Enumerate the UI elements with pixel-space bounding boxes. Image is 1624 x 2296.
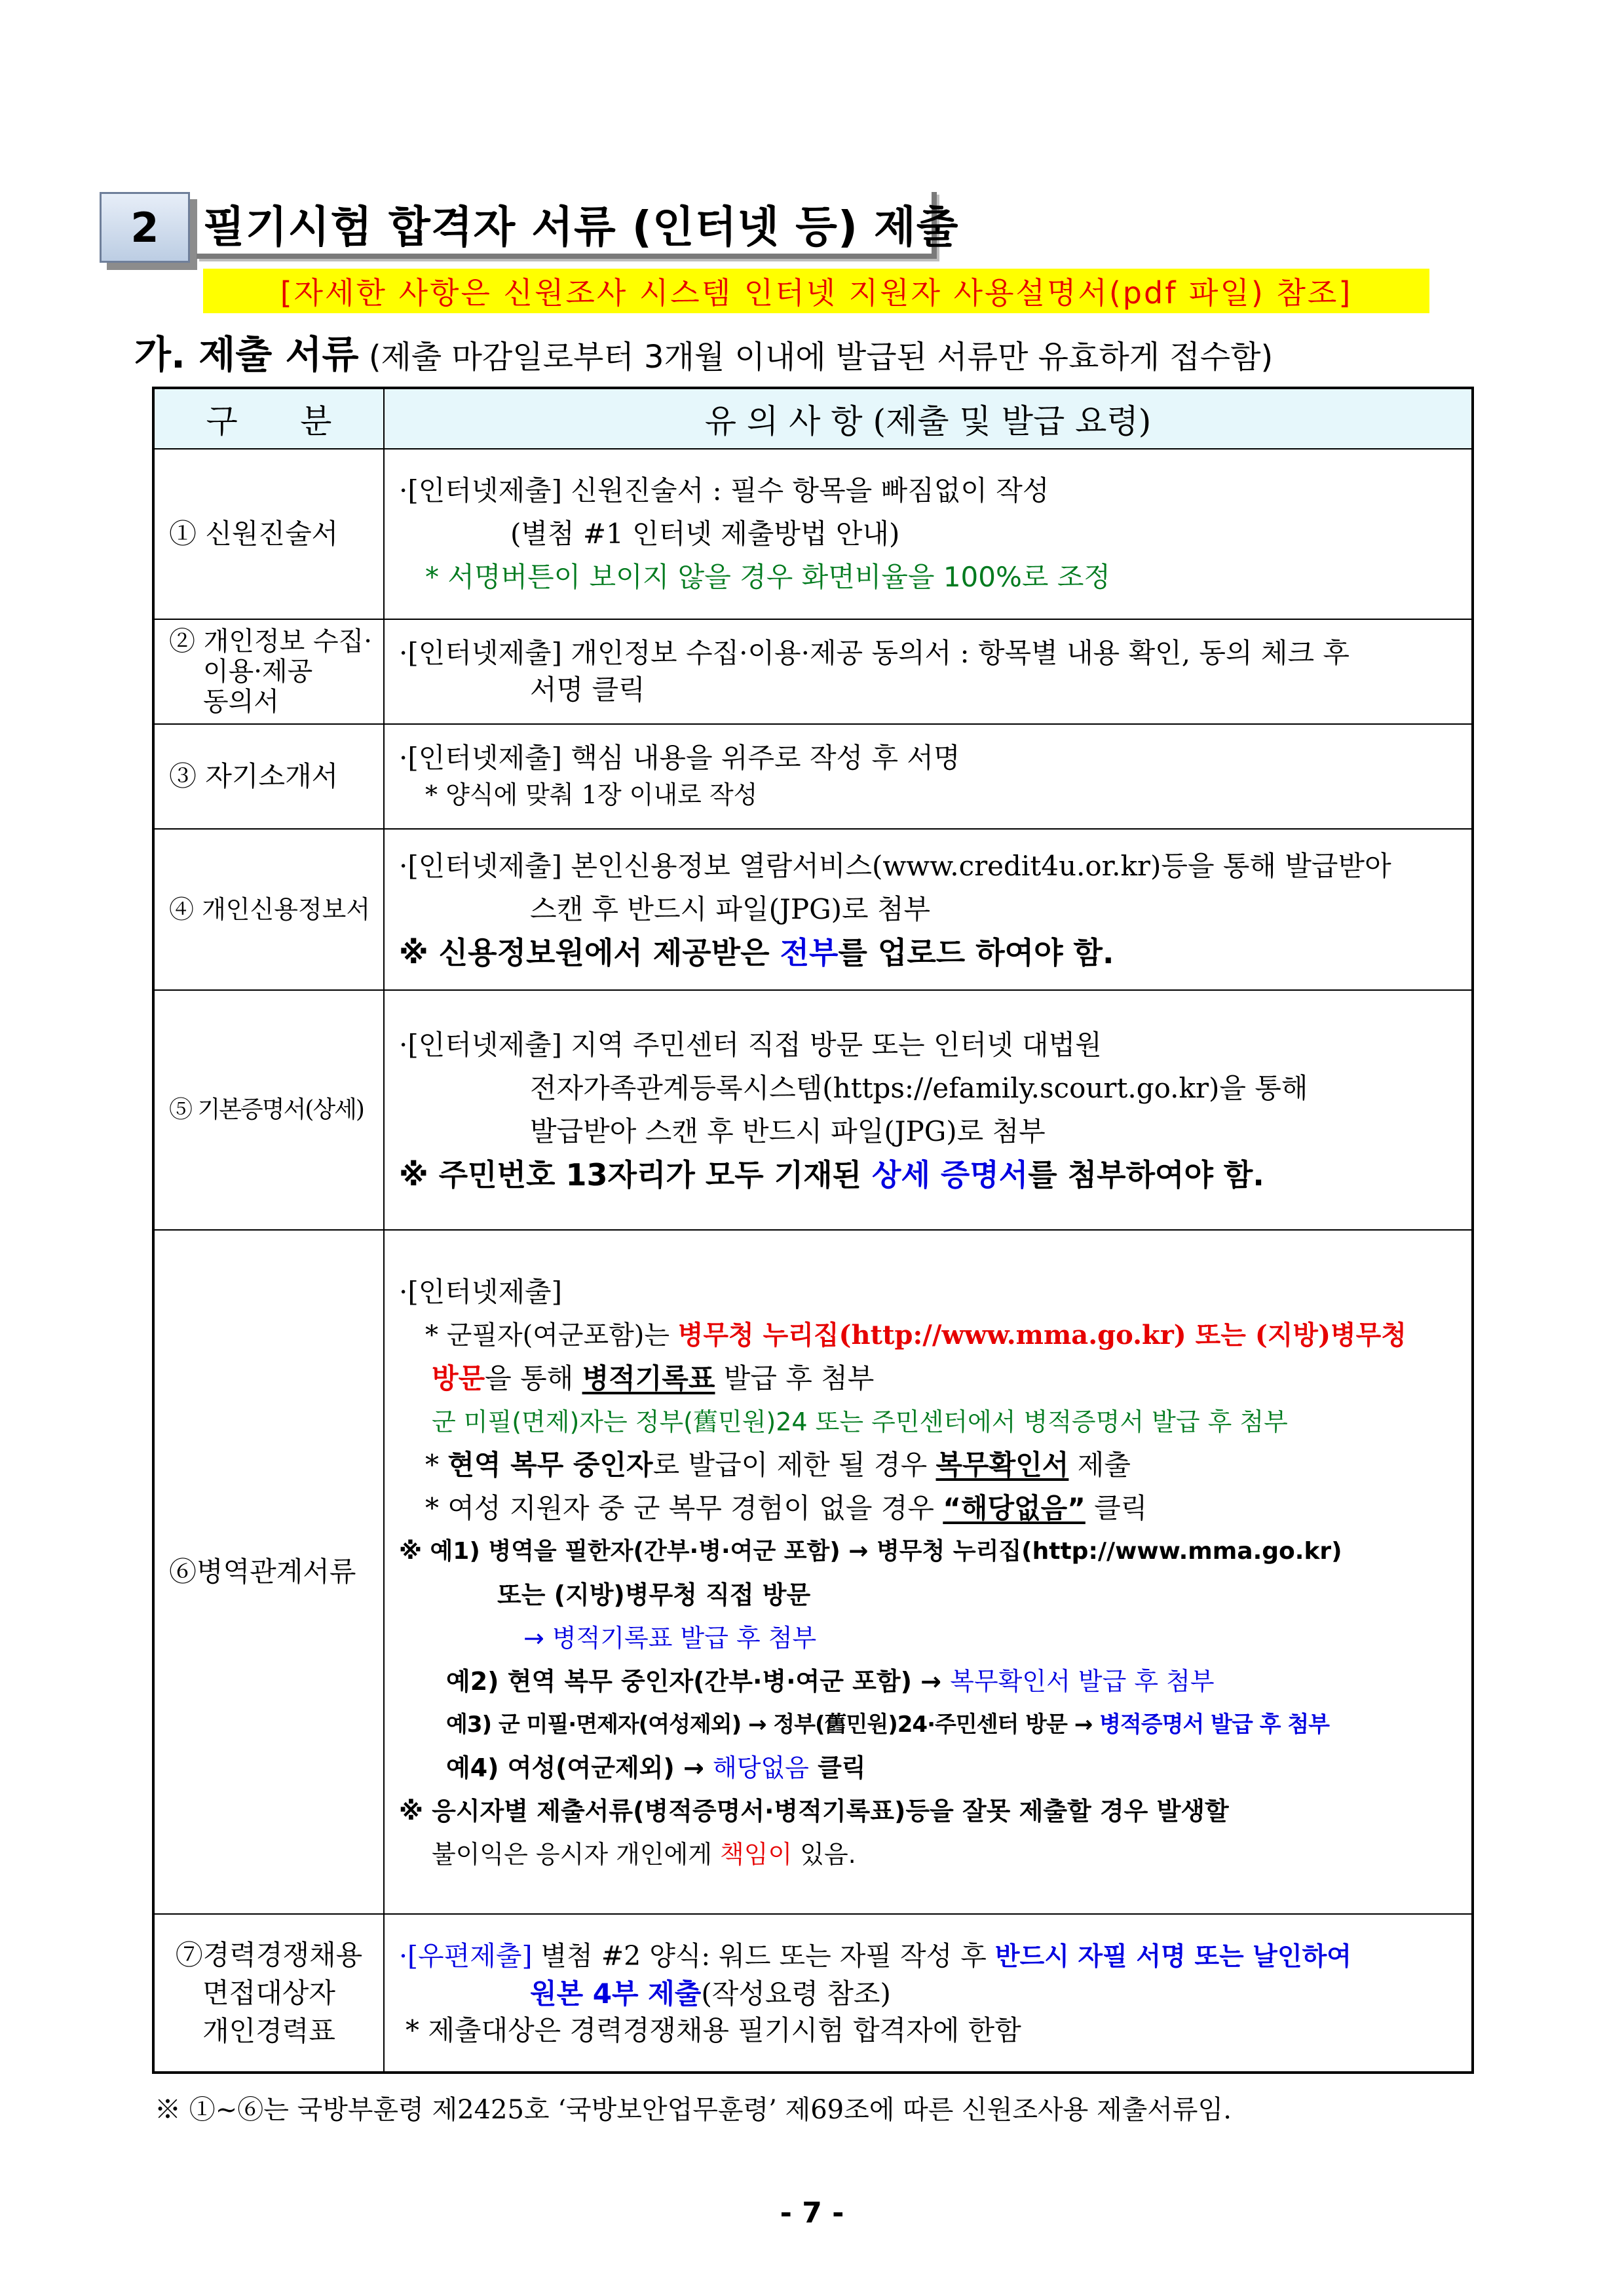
row-notes: ·[인터넷제출] * 군필자(여군포함)는 병무청 누리집(http://www.mma.go.kr) 또는 (지방)병무청 방문을 통해 병적기록표 발급 후 첨부 군 미필(면제)자는 정부(舊민원)24 또는 주민센터에서 병적증명서 발급 후 첨부 * 현역 복무 중인자로 발급이 제한 될 경우 복무확인서 제출 * 여성 지원자 중 군 복무 경험이 없을 경우 “해당없음” 클릭 ※ 예1) 병역을 필한자(간부·병·여군 포함) → 병무청 누리집(http://www.mma.go.kr) 또는 (지방)병무청 직접 방문 → 병적기록표 발급 후 첨부 예2) 현역 복무 중인자(간부·병·여군 포함) → 복무확인서 발급 후 첨부 예3) 군 미필·면제자(여성제외) → 정부(舊민원)24·주민센터 방문 → 병적증명서 발급 후 첨부 예4) 여성(여군제외) → 해당없음 클릭 ※ 응시자별 제출서류(병적증명서·병적기록표)등을 잘못 제출할 경우 발생할 불이익은 응시자 개인에게 책임이 있음. bbox=[384, 1230, 1473, 1914]
table-footnote: ※ ①~⑥는 국방부훈령 제2425호 ‘국방보안업무훈령’ 제69조에 따른 신원조사용 제출서류임. bbox=[155, 2095, 1232, 2125]
row-category: ⑥병역관계서류 bbox=[153, 1230, 384, 1914]
submission-documents-table bbox=[152, 387, 1474, 2074]
row-notes: ·[인터넷제출] 핵심 내용을 위주로 작성 후 서명 * 양식에 맞춰 1장 이내로 작성 bbox=[384, 724, 1473, 829]
header-notes: 유 의 사 항 (제출 및 발급 요령) bbox=[384, 388, 1473, 449]
row-category: ② 개인정보 수집· 이용·제공 동의서 bbox=[153, 619, 384, 724]
page-number: - 7 - bbox=[780, 2196, 844, 2230]
manual-reference-note bbox=[203, 269, 1429, 313]
row-notes: ·[인터넷제출] 신원진술서 : 필수 항목을 빠짐없이 작성 (별첨 #1 인터넷 제출방법 안내) * 서명버튼이 보이지 않을 경우 화면비율을 100%로 조정 bbox=[384, 449, 1473, 619]
table-row bbox=[153, 1914, 1473, 2073]
table-row bbox=[153, 829, 1473, 990]
table-row bbox=[153, 724, 1473, 829]
row-category: ① 신원진술서 bbox=[153, 449, 384, 619]
table-row bbox=[153, 990, 1473, 1230]
section-title-box bbox=[197, 192, 959, 259]
row-category: ④ 개인신용정보서 bbox=[153, 829, 384, 990]
section-title: 필기시험 합격자 서류 (인터넷 등) 제출 bbox=[203, 201, 959, 252]
table-row bbox=[153, 1230, 1473, 1914]
row-category: ⑦경력경쟁채용 면접대상자 개인경력표 bbox=[153, 1914, 384, 2073]
table-row bbox=[153, 449, 1473, 619]
row-notes: ·[인터넷제출] 개인정보 수집·이용·제공 동의서 : 항목별 내용 확인, 동의 체크 후 서명 클릭 bbox=[384, 619, 1473, 724]
row-notes: ·[인터넷제출] 지역 주민센터 직접 방문 또는 인터넷 대법원 전자가족관계등록시스템(https://efamily.scourt.go.kr)을 통해 발급받아 스캔 후 반드시 파일(JPG)로 첨부 ※ 주민번호 13자리가 모두 기재된 상세 증명서를 첨부하여야 함. bbox=[384, 990, 1473, 1230]
row-notes: ·[인터넷제출] 본인신용정보 열람서비스(www.credit4u.or.kr)등을 통해 발급받아 스캔 후 반드시 파일(JPG)로 첨부 ※ 신용정보원에서 제공받은 전부를 업로드 하여야 함. bbox=[384, 829, 1473, 990]
table-row bbox=[153, 619, 1473, 724]
row-category: ③ 자기소개서 bbox=[153, 724, 384, 829]
manual-reference-text: [자세한 사항은 신원조사 시스템 인터넷 지원자 사용설명서(pdf 파일) 참조] bbox=[280, 275, 1353, 311]
header-category: 구 분 bbox=[153, 388, 384, 449]
section-number: 2 bbox=[130, 203, 159, 252]
sub-heading-title: 가. 제출 서류 bbox=[134, 332, 359, 377]
sub-heading bbox=[134, 324, 1273, 379]
row-category: ⑤ 기본증명서(상세) bbox=[153, 990, 384, 1230]
section-number-badge bbox=[100, 192, 190, 263]
table-header-row bbox=[153, 388, 1473, 449]
row-notes: ·[우편제출] 별첨 #2 양식: 워드 또는 자필 작성 후 반드시 자필 서명 또는 날인하여 원본 4부 제출(작성요령 참조) * 제출대상은 경력경쟁채용 필기시험 합격자에 한함 bbox=[384, 1914, 1473, 2073]
sub-heading-note: (제출 마감일로부터 3개월 이내에 발급된 서류만 유효하게 접수함) bbox=[368, 339, 1274, 375]
